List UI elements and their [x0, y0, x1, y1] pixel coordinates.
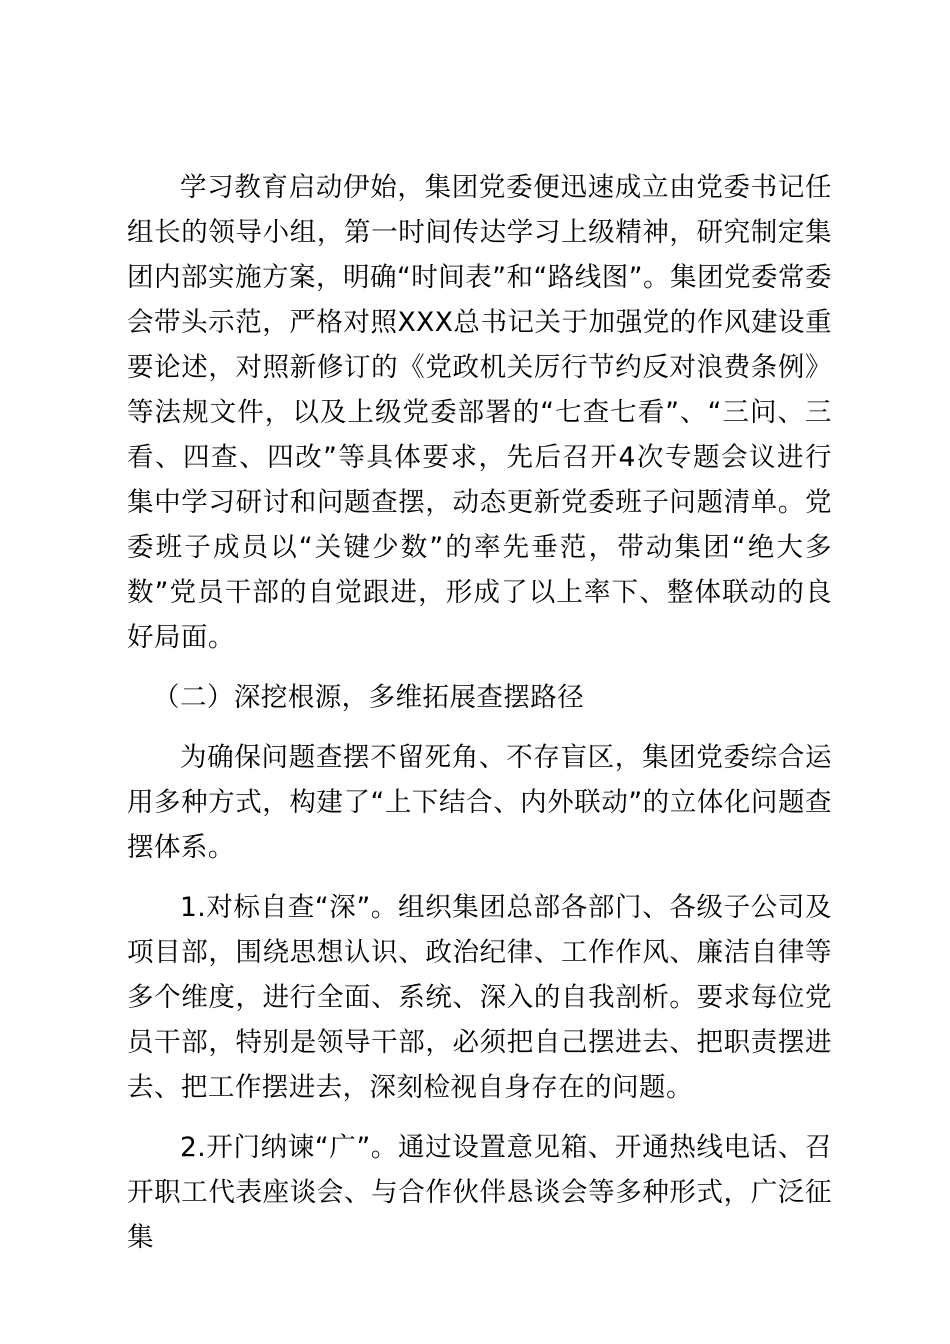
- paragraph-self-inspection: 1.对标自查“深”。组织集团总部各部门、各级子公司及项目部，围绕思想认识、政治纪律、工作作风、廉洁自律等多个维度，进行全面、系统、深入的自我剖析。要求每位党员干部，特别是领导干部，必须把自己摆进去、把职责摆进去、把工作摆进去，深刻检视自身存在的问题。: [127, 892, 832, 1103]
- paragraph-investigation-system: 为确保问题查摆不留死角、不存盲区，集团党委综合运用多种方式，构建了“上下结合、内外联动”的立体化问题查摆体系。: [127, 742, 832, 863]
- paragraph-leadership: 学习教育启动伊始，集团党委便迅速成立由党委书记任组长的领导小组，第一时间传达学习上级精神，研究制定集团内部实施方案，明确“时间表”和“路线图”。集团党委常委会带头示范，严格对照XXX总书记关于加强党的作风建设重要论述，对照新修订的《党政机关厉行节约反对浪费条例》等法规文件，以及上级党委部署的“七查七看”、“三问、三看、四查、四改”等具体要求，先后召开4次专题会议进行集中学习研讨和问题查摆，动态更新党委班子问题清单。党委班子成员以“关键少数”的率先垂范，带动集团“绝大多数”党员干部的自觉跟进，形成了以上率下、整体联动的良好局面。: [127, 172, 832, 653]
- document-body: [127, 165, 832, 1260]
- paragraph-open-advice: 2.开门纳谏“广”。通过设置意见箱、开通热线电话、召开职工代表座谈会、与合作伙伴恳谈会等多种形式，广泛征集: [127, 1132, 832, 1253]
- section-heading-2: （二）深挖根源，多维拓展查摆路径: [153, 682, 585, 713]
